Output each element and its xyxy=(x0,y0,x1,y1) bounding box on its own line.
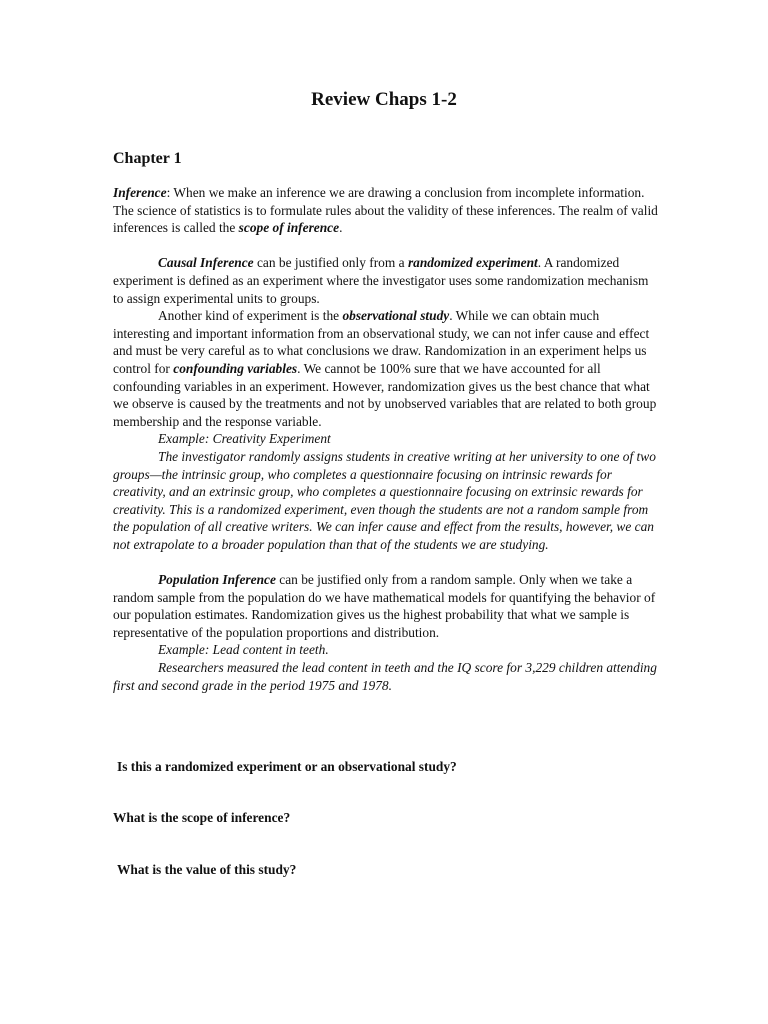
randomized-experiment-term: randomized experiment xyxy=(407,255,538,271)
scope-of-inference-term: scope of inference xyxy=(238,220,340,236)
question-3: What is the value of this study? xyxy=(117,862,297,877)
observational-study-term: observational study xyxy=(342,308,450,324)
document-body xyxy=(113,184,658,694)
example-creativity-label: Example: Creativity Experiment xyxy=(158,431,331,447)
causal-inference-term: Causal Inference xyxy=(158,255,254,271)
inference-paragraph: Inference: When we make an inference we are drawing a conclusion from incomplete information. The science of statistics is to formulate rules about the validity of these inferences. The realm of valid inferences is called the scope of inference. xyxy=(113,185,658,236)
question-2: What is the scope of inference? xyxy=(113,810,291,825)
chapter-heading: Chapter 1 xyxy=(113,150,182,167)
example-lead-label: Example: Lead content in teeth. xyxy=(158,642,329,658)
population-inference-term: Population Inference xyxy=(158,572,276,588)
population-inference-paragraph: Population Inference can be justified only from a random sample. Only when we take a random sample from the population do we have mathematical models for quantifying the behavior of our population estimates. Randomization gives us the highest probability that what we sample is representative of the population proportions and distribution. xyxy=(113,572,656,640)
confounding-variables-term: confounding variables xyxy=(173,360,298,376)
example-creativity-text: The investigator randomly assigns students in creative writing at her university to one of two groups—the intrinsic group, who completes a questionnaire focusing on intrinsic rewards for creativity, and an extrinsic group, who completes a questionnaire focusing on extrinsic rewards for creativity. This is a randomized experiment, even though the students are not a random sample from the population of all creative writers. We can infer cause and effect from the results, however, we can not extrapolate to a broader population than that of the students we are studying. xyxy=(113,448,656,552)
inference-term: Inference xyxy=(113,185,167,200)
observational-study-paragraph: Another kind of experiment is the observational study. While we can obtain much interesting and important information from an observational study, we can not infer cause and effect and must be very careful as to what conclusions we draw. Randomization in an experiment helps us control for confounding variables. We cannot be 100% sure that we have accounted for all confounding variables in an experiment. However, randomization gives us the best chance that what we observe is caused by the treatments and not by unobserved variables that are related to both group membership and the response variable. xyxy=(113,308,657,429)
causal-inference-paragraph: Causal Inference can be justified only from a randomized experiment. A randomized experiment is defined as an experiment where the investigator uses some randomization mechanism to assign experimental units to groups. xyxy=(113,255,649,306)
example-lead-text: Researchers measured the lead content in teeth and the IQ score for 3,229 children attending first and second grade in the period 1975 and 1978. xyxy=(113,660,657,693)
page-title: Review Chaps 1-2 xyxy=(311,89,457,110)
question-1: Is this a randomized experiment or an observational study? xyxy=(117,759,457,774)
